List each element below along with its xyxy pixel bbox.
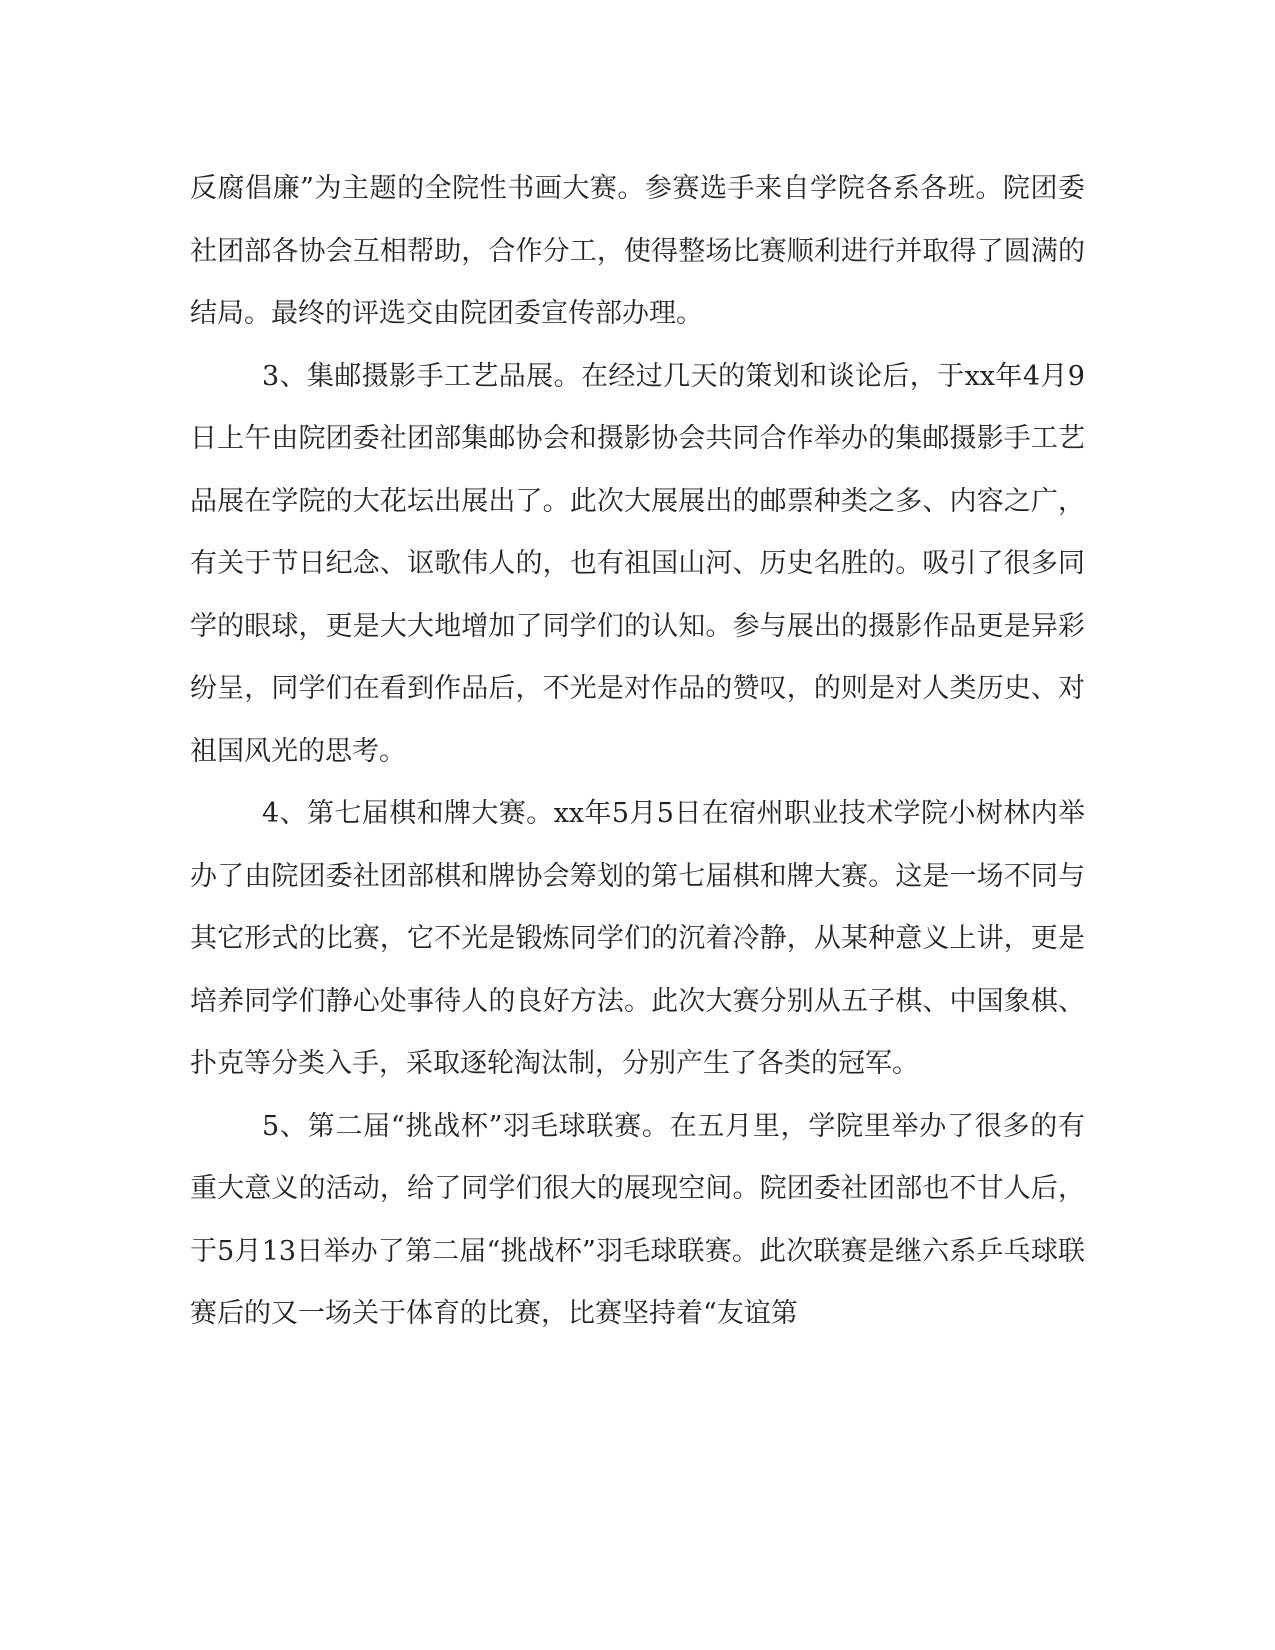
paragraph-chess-card-contest: 4、第七届棋和牌大赛。xx年5月5日在宿州职业技术学院小树林内举办了由院团委社团部棋和牌协会筹划的第七届棋和牌大赛。这是一场不同与其它形式的比赛，它不光是锻炼同学们的沉着冷静，从某种意义上讲，更是培养同学们静心处事待人的良好方法。此次大赛分别从五子棋、中国象棋、扑克等分类入手，采取逐轮淘汰制，分别产生了各类的冠军。 xyxy=(190,798,1085,1079)
paragraph-stamp-photo-exhibition: 3、集邮摄影手工艺品展。在经过几天的策划和谈论后，于xx年4月9日上午由院团委社团部集邮协会和摄影协会共同合作举办的集邮摄影手工艺品展在学院的大花坛出展出了。此次大展展出的邮票种类之多、内容之广，有关于节日纪念、讴歌伟人的，也有祖国山河、历史名胜的。吸引了很多同学的眼球，更是大大地增加了同学们的认知。参与展出的摄影作品更是异彩纷呈，同学们在看到作品后，不光是对作品的赞叹，的则是对人类历史、对祖国风光的思考。 xyxy=(190,360,1085,767)
paragraph-badminton-league: 5、第二届“挑战杯”羽毛球联赛。在五月里，学院里举办了很多的有重大意义的活动，给了同学们很大的展现空间。院团委社团部也不甘人后，于5月13日举办了第二届“挑战杯”羽毛球联赛。此次联赛是继六系乒乓球联赛后的又一场关于体育的比赛，比赛坚持着“友谊第 xyxy=(190,1110,1085,1329)
paragraph-calligraphy-contest-end: 反腐倡廉”为主题的全院性书画大赛。参赛选手来自学院各系各班。院团委社团部各协会互相帮助，合作分工，使得整场比赛顺利进行并取得了圆满的结局。最终的评选交由院团委宣传部办理。 xyxy=(190,173,1085,329)
document-body xyxy=(190,158,1085,1346)
